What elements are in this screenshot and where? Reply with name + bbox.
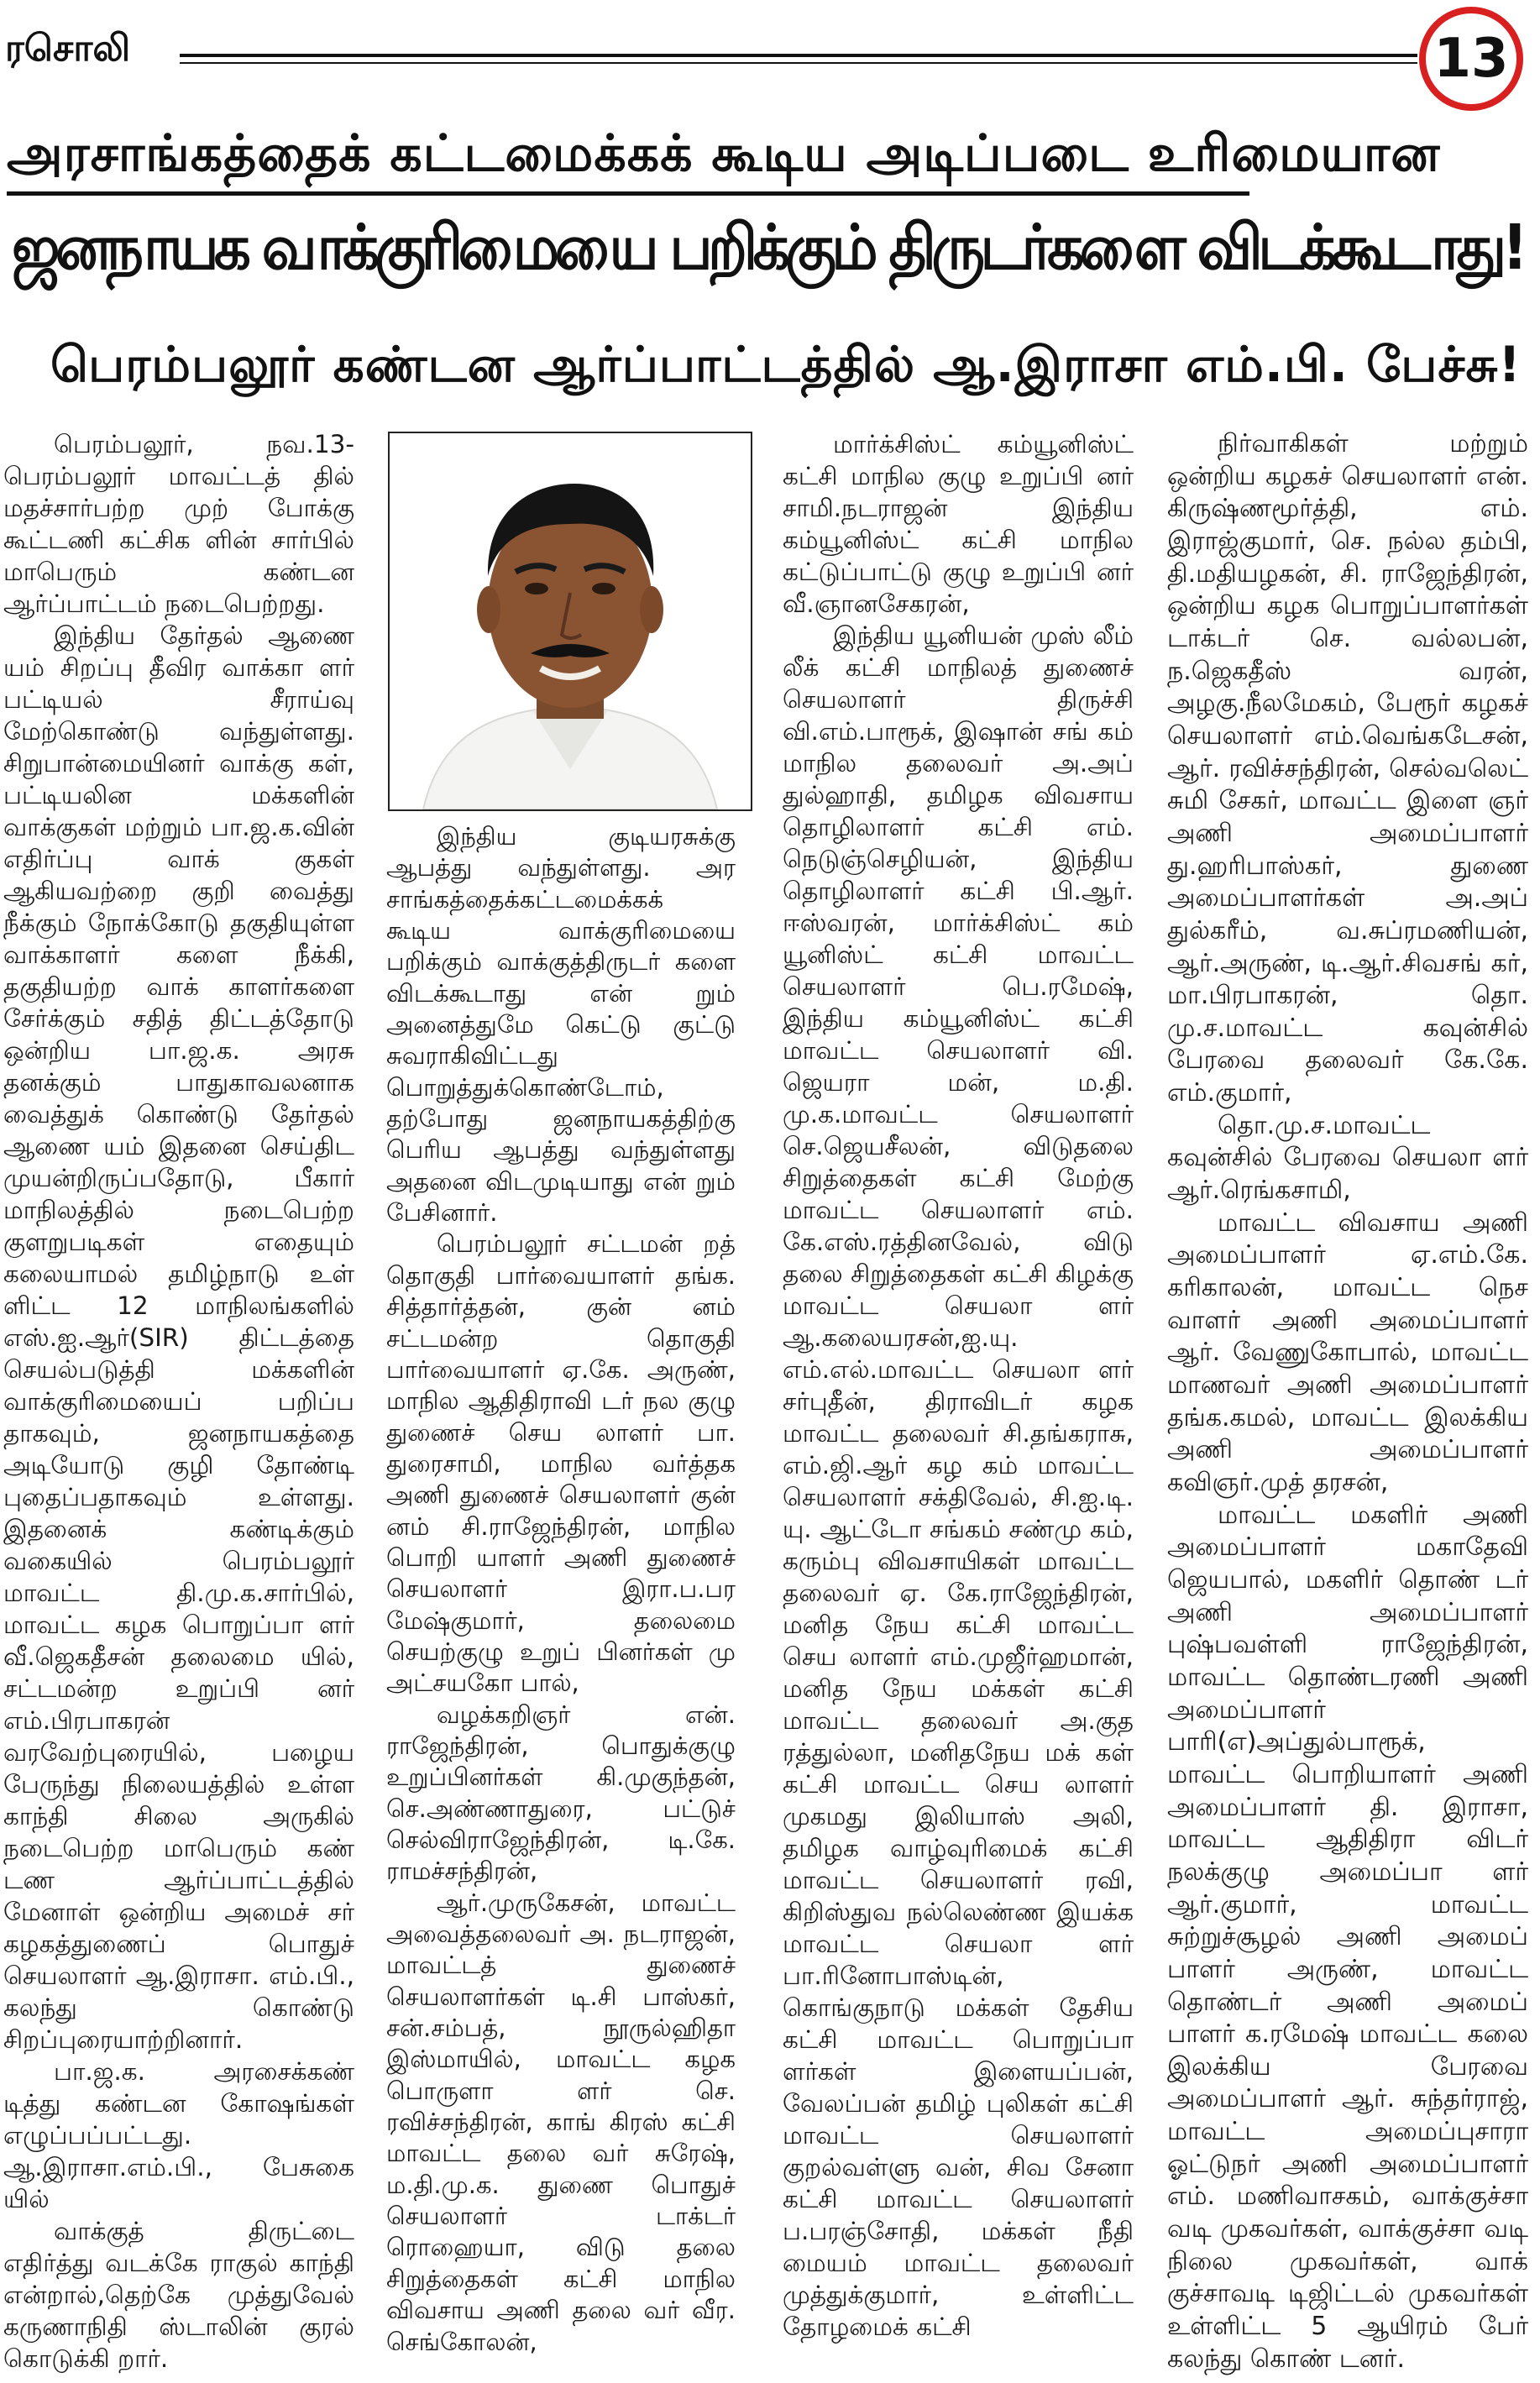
speaker-photo: [388, 432, 752, 811]
article-column-4: [1167, 428, 1528, 2375]
masthead-rule: [180, 54, 1417, 57]
paragraph: ஆர்.முருகேசன், மாவட்ட அவைத்தலைவர் அ. நடராஜன், மாவட்டத் துணைச் செயலாளர்கள் டி.சி பாஸ்கர், சன்.சம்பத், நூருல்ஹிதா இஸ்மாயில், மாவட்ட கழக பொருளா ளர் செ. ரவிச்சந்திரன், காங் கிரஸ் கட்சி மாவட்ட தலை வர் சுரேஷ், ம.தி.மு.க. துணை பொதுச் செயலாளர் டாக்டர் ரொஹையா, விடு தலை சிறுத்தைகள் கட்சி மாநில விவசாய அணி தலை வர் வீர. செங்கோலன்,: [386, 1888, 736, 2356]
page-number-badge: 13: [1419, 7, 1523, 111]
masthead: [0, 0, 1540, 118]
paragraph: இந்திய குடியரசுக்கு ஆபத்து வந்துள்ளது. அர சாங்கத்தைக்கட்டமைக்கக் கூடிய வாக்குரிமையை பறிக்கும் வாக்குத்திருடர் களை விடக்கூடாது என் றும் அனைத்துமே கெட்டு குட்டு சுவராகிவிட்டது பொறுத்துக்கொண்டோம், தற்போது ஜனநாயகத்திற்கு பெரிய ஆபத்து வந்துள்ளது அதனை விடமுடியாது என் றும் பேசினார்.: [386, 822, 736, 1228]
paragraph: பெரம்பலூர் சட்டமன் றத் தொகுதி பார்வையாளர் தங்க. சித்தார்த்தன், குன் னம் சட்டமன்ற தொகுதி பார்வையாளர் ஏ.கே. அருண், மாநில ஆதிதிராவி டர் நல குழு துணைச் செய லாளர் பா. துரைசாமி, மாநில வர்த்தக அணி துணைச் செயலாளர் குன் னம் சி.ராஜேந்திரன், மாநில பொறி யாளர் அணி துணைச் செயலாளர் இரா.ப.பர மேஷ்குமார், தலைமை செயற்குழு உறுப் பினர்கள் மு அட்சயகோ பால்,: [386, 1229, 736, 1698]
paragraph: வழக்கறிஞர் என். ராஜேந்திரன், பொதுக்குழு உறுப்பினர்கள் கி.முகுந்தன், செ.அண்ணாதுரை, பட்டுச் செல்விராஜேந்திரன், டி.கே. ராமச்சந்திரன்,: [386, 1700, 736, 1886]
paragraph: வாக்குத் திருட்டை எதிர்த்து வடக்கே ராகுல் காந்தி என்றால்,தெற்கே முத்துவேல் கருணாநிதி ஸ்டாலின் குரல் கொடுக்கி றார்.: [3, 2217, 354, 2373]
article-column-1: [3, 428, 354, 2375]
paragraph: இந்திய தேர்தல் ஆணை யம் சிறப்பு தீவிர வாக்கா ளர் பட்டியல் சீராய்வு மேற்கொண்டு வந்துள்ளது. சிறுபான்மையினர் வாக்கு கள், பட்டியலின மக்களின் வாக்குகள் மற்றும் பா.ஜ.க.வின் எதிர்ப்பு வாக் குகள் ஆகியவற்றை குறி வைத்து நீக்கும் நோக்கோடு தகுதியுள்ள வாக்காளர் களை நீக்கி, தகுதியற்ற வாக் காளர்களை சேர்க்கும் சதித் திட்டத்தோடு ஒன்றிய பா.ஜ.க. அரசு தனக்கும் பாதுகாவலனாக வைத்துக் கொண்டு தேர்தல் ஆணை யம் இதனை செய்திட முயன்றிருப்பதோடு, பீகார் மாநிலத்தில் நடைபெற்ற குளறுபடிகள் எதையும் கலையாமல் தமிழ்நாடு உள் ளிட்ட 12 மாநிலங்களில் எஸ்.ஐ.ஆர்(SIR) திட்டத்தை செயல்படுத்தி மக்களின் வாக்குரிமையைப் பறிப்ப தாகவும், ஜனநாயகத்தை அடியோடு குழி தோண்டி புதைப்பதாகவும் உள்ளது. இதனைக் கண்டிக்கும் வகையில் பெரம்பலூர் மாவட்ட தி.மு.க.சார்பில், மாவட்ட கழக பொறுப்பா ளர் வீ.ஜெகதீசன் தலைமை யில், சட்டமன்ற உறுப்பி னர் எம்.பிரபாகரன் வரவேற்புரையில், பழைய பேருந்து நிலையத்தில் உள்ள காந்தி சிலை அருகில் நடைபெற்ற மாபெரும் கண் டண ஆர்ப்பாட்டத்தில் மேனாள் ஒன்றிய அமைச் சர் கழகத்துணைப் பொதுச் செயலாளர் ஆ.இராசா. எம்.பி., கலந்து கொண்டு சிறப்புரையாற்றினார்.: [3, 621, 354, 2054]
article-column-2: [386, 821, 736, 2358]
kicker-underline: [7, 191, 1249, 196]
article-headline: ஜனநாயக வாக்குரிமையை பறிக்கும் திருடர்களை விடக்கூடாது!: [12, 212, 1524, 284]
article-column-3: [783, 428, 1134, 2343]
paragraph: தொ.மு.ச.மாவட்ட கவுன்சில் பேரவை செயலா ளர் ஆர்.ரெங்கசாமி,: [1167, 1110, 1528, 1206]
paragraph: பெரம்பலூர், நவ.13- பெரம்பலூர் மாவட்டத் தில் மதச்சார்பற்ற முற் போக்கு கூட்டணி கட்சிக ளின் சார்பில் மாபெரும் கண்டன ஆர்ப்பாட்டம் நடைபெற்றது.: [3, 430, 354, 618]
masthead-rule-thin: [180, 62, 1417, 64]
paragraph: மாவட்ட மகளிர் அணி அமைப்பாளர் மகாதேவி ஜெயபால், மகளிர் தொண் டர் அணி அமைப்பாளர் புஷ்பவள்ளி ராஜேந்திரன், மாவட்ட தொண்டரணி அணி அமைப்பாளர் பாரி(எ)அப்துல்பாரூக், மாவட்ட பொறியாளர் அணி அமைப்பாளர் தி. இராசா, மாவட்ட ஆதிதிரா விடர் நலக்குழு அமைப்பா ளர் ஆர்.குமார், மாவட்ட சுற்றுச்சூழல் அணி அமைப் பாளர் அருண், மாவட்ட தொண்டர் அணி அமைப் பாளர் க.ரமேஷ் மாவட்ட கலை இலக்கிய பேரவை அமைப்பாளர் ஆர். சுந்தர்ராஜ், மாவட்ட அமைப்புசாரா ஓட்டுநர் அணி அமைப்பாளர் எம். மணிவாசகம், வாக்குச்சா வடி முகவர்கள், வாக்குச்சா வடி நிலை முகவர்கள், வாக் குச்சாவடி டிஜிட்டல் முகவர்கள் உள்ளிட்ட 5 ஆயிரம் பேர் கலந்து கொண் டனர்.: [1167, 1500, 1528, 2374]
article-kicker: அரசாங்கத்தைக் கட்டமைக்கக் கூடிய அடிப்படை உரிமையான: [7, 124, 1441, 183]
paragraph: மாவட்ட விவசாய அணி அமைப்பாளர் ஏ.எம்.கே. கரிகாலன், மாவட்ட நெச வாளர் அணி அமைப்பாளர் ஆர். வேணுகோபால், மாவட்ட மாணவர் அணி அமைப்பாளர் தங்க.கமல், மாவட்ட இலக்கிய அணி அமைப்பாளர் கவிஞர்.முத் தரசன்,: [1167, 1207, 1528, 1497]
paragraph: இந்திய யூனியன் முஸ் லீம் லீக் கட்சி மாநிலத் துணைச் செயலாளர் திருச்சி வி.எம்.பாரூக், இஷான் சங் கம் மாநில தலைவர் அ.அப் துல்ஹாதி, தமிழக விவசாய தொழிலாளர் கட்சி எம். நெடுஞ்செழியன், இந்திய தொழிலாளர் கட்சி பி.ஆர். ஈஸ்வரன், மார்க்சிஸ்ட் கம் யூனிஸ்ட் கட்சி மாவட்ட செயலாளர் பெ.ரமேஷ், இந்திய கம்யூனிஸ்ட் கட்சி மாவட்ட செயலாளர் வி. ஜெயரா மன், ம.தி. மு.க.மாவட்ட செயலாளர் செ.ஜெயசீலன், விடுதலை சிறுத்தைகள் கட்சி மேற்கு மாவட்ட செயலாளர் எம். கே.எஸ்.ரத்தினவேல், விடு தலை சிறுத்தைகள் கட்சி கிழக்கு மாவட்ட செயலா ளர் ஆ.கலையரசன்,ஐ.யு. எம்.எல்.மாவட்ட செயலா ளர் சர்புதீன், திராவிடர் கழக மாவட்ட தலைவர் சி.தங்கராசு, எம்.ஜி.ஆர் கழ கம் மாவட்ட செயலாளர் சக்திவேல், சி.ஐ.டி. யு. ஆட்டோ சங்கம் சண்மு கம், கரும்பு விவசாயிகள் மாவட்ட தலைவர் ஏ. கே.ராஜேந்திரன், மனித நேய கட்சி மாவட்ட செய லாளர் எம்.முஜீர்ஹமான், மனித நேய மக்கள் கட்சி மாவட்ட தலைவர் அ.குத ரத்துல்லா, மனிதநேய மக் கள் கட்சி மாவட்ட செய லாளர் முகமது இலியாஸ் அலி, தமிழக வாழ்வுரிமைக் கட்சி மாவட்ட செயலாளர் ரவி, கிறிஸ்துவ நல்லெண்ண இயக்க மாவட்ட செயலா ளர் பா.ரினோபாஸ்டின், கொங்குநாடு மக்கள் தேசிய கட்சி மாவட்ட பொறுப்பா ளர்கள் இளையப்பன், வேலப்பன் தமிழ் புலிகள் கட்சி மாவட்ட செயலாளர் குறல்வள்ளு வன், சிவ சேனா கட்சி மாவட்ட செயலாளர் ப.பரஞ்சோதி, மக்கள் நீதி மையம் மாவட்ட தலைவர் முத்துக்குமார், உள்ளிட்ட தோழமைக் கட்சி: [783, 621, 1134, 2341]
paragraph: நிர்வாகிகள் மற்றும் ஒன்றிய கழகச் செயலாளர் என். கிருஷ்ணமூர்த்தி, எம். இராஜ்குமார், செ. நல்ல தம்பி, தி.மதியழகன், சி. ராஜேந்திரன், ஒன்றிய கழக பொறுப்பாளர்கள் டாக்டர் செ. வல்லபன், ந.ஜெகதீஸ் வரன், அழகு.நீலமேகம், பேரூர் கழகச் செயலாளர் எம்.வெங்கடேசன், ஆர். ரவிச்சந்திரன், செல்வலெட் சுமி சேகர், மாவட்ட இளை ஞர் அணி அமைப்பாளர் து.ஹரிபாஸ்கர், துணை அமைப்பாளர்கள் அ.அப் துல்கரீம், வ.சுப்ரமணியன், ஆர்.அருண், டி.ஆர்.சிவசங் கர், மா.பிரபாகரன், தொ. மு.ச.மாவட்ட கவுன்சில் பேரவை தலைவர் கே.கே. எம்.குமார்,: [1167, 429, 1528, 1108]
portrait-illustration: [390, 433, 751, 809]
paragraph: பா.ஜ.க. அரசைக்கண் டித்து கண்டன கோஷங்கள் எழுப்பப்பட்டது. ஆ.இராசா.எம்.பி., பேசுகை யில்: [3, 2057, 354, 2213]
article-subhead: பெரம்பலூர் கண்டன ஆர்ப்பாட்டத்தில் ஆ.இராசா எம்.பி. பேச்சு!: [50, 336, 1522, 393]
paragraph: மார்க்சிஸ்ட் கம்யூனிஸ்ட் கட்சி மாநில குழு உறுப்பி னர் சாமி.நடராஜன் இந்திய கம்யூனிஸ்ட் கட்சி மாநில கட்டுப்பாட்டு குழு உறுப்பி னர் வீ.ஞானசேகரன்,: [783, 430, 1134, 618]
newspaper-name: ரசொலி: [5, 27, 131, 70]
